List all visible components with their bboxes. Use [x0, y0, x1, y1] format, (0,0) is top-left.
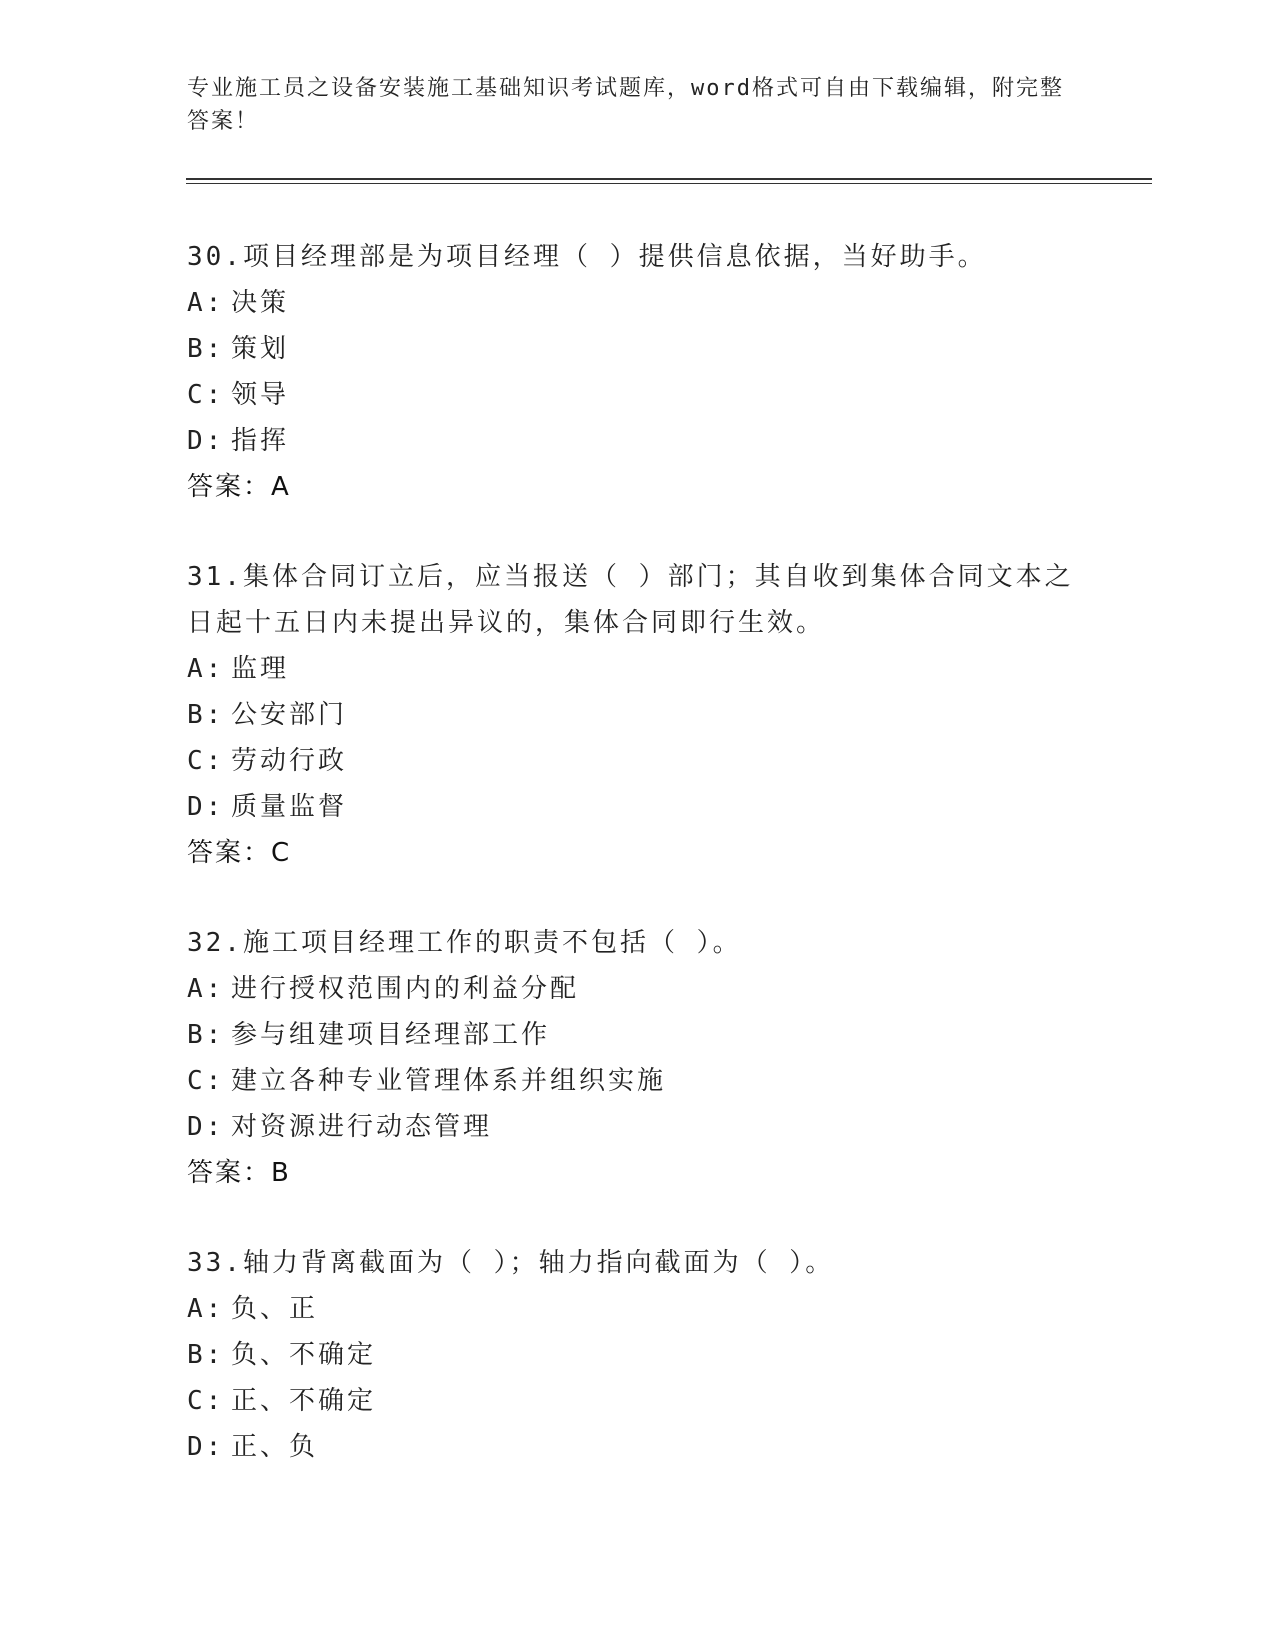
option-text: 参与组建项目经理部工作 — [231, 1020, 551, 1050]
answer-line: 答案：C — [187, 838, 292, 868]
option-d — [187, 784, 1087, 830]
option-a — [187, 1286, 1087, 1332]
option-letter: A: — [187, 974, 225, 1004]
option-letter: B: — [187, 1020, 225, 1050]
option-letter: B: — [187, 1340, 225, 1370]
option-letter: A: — [187, 1294, 225, 1324]
option-c — [187, 738, 1087, 784]
option-text: 进行授权范围内的利益分配 — [231, 974, 580, 1004]
option-a — [187, 280, 1087, 326]
option-text: 对资源进行动态管理 — [231, 1112, 493, 1142]
option-text: 负、不确定 — [231, 1340, 377, 1370]
option-letter: C: — [187, 1066, 225, 1096]
question-text: 30.项目经理部是为项目经理（ ）提供信息依据，当好助手。 — [187, 242, 987, 272]
option-c — [187, 1058, 1087, 1104]
option-letter: D: — [187, 792, 225, 822]
option-text: 正、负 — [231, 1432, 319, 1462]
question-list — [187, 234, 1087, 1514]
option-text: 劳动行政 — [231, 746, 348, 776]
option-letter: B: — [187, 334, 225, 364]
answer-line: 答案：A — [187, 472, 291, 502]
option-letter: A: — [187, 288, 225, 318]
header-divider-bottom — [186, 183, 1152, 184]
option-letter: D: — [187, 1432, 225, 1462]
answer-line: 答案：B — [187, 1158, 291, 1188]
option-d — [187, 418, 1087, 464]
option-text: 公安部门 — [231, 700, 348, 730]
option-b — [187, 1332, 1087, 1378]
option-c — [187, 1378, 1087, 1424]
option-text: 领导 — [231, 380, 290, 410]
option-a — [187, 646, 1087, 692]
option-letter: D: — [187, 426, 225, 456]
question-32 — [187, 920, 1087, 1196]
option-letter: C: — [187, 746, 225, 776]
option-text: 建立各种专业管理体系并组织实施 — [231, 1066, 667, 1096]
option-letter: D: — [187, 1112, 225, 1142]
question-31 — [187, 554, 1087, 876]
option-letter: B: — [187, 700, 225, 730]
option-text: 指挥 — [231, 426, 290, 456]
option-text: 策划 — [231, 334, 290, 364]
option-letter: A: — [187, 654, 225, 684]
question-text: 31.集体合同订立后，应当报送（ ）部门；其自收到集体合同文本之日起十五日内未提出异议的，集体合同即行生效。 — [187, 562, 1074, 638]
option-text: 决策 — [231, 288, 290, 318]
option-b — [187, 692, 1087, 738]
question-33 — [187, 1240, 1087, 1470]
option-text: 负、正 — [231, 1294, 319, 1324]
option-letter: C: — [187, 1386, 225, 1416]
option-b — [187, 326, 1087, 372]
option-a — [187, 966, 1087, 1012]
header-divider-top — [186, 178, 1152, 180]
question-text: 32.施工项目经理工作的职责不包括（ ）。 — [187, 928, 742, 958]
option-b — [187, 1012, 1087, 1058]
option-d — [187, 1424, 1087, 1470]
option-text: 质量监督 — [231, 792, 348, 822]
document-header: 专业施工员之设备安装施工基础知识考试题库，word格式可自由下载编辑，附完整答案！ — [187, 76, 1064, 134]
option-text: 正、不确定 — [231, 1386, 377, 1416]
option-text: 监理 — [231, 654, 290, 684]
question-text: 33.轴力背离截面为（ ）；轴力指向截面为（ ）。 — [187, 1248, 835, 1278]
question-30 — [187, 234, 1087, 510]
option-c — [187, 372, 1087, 418]
option-d — [187, 1104, 1087, 1150]
option-letter: C: — [187, 380, 225, 410]
